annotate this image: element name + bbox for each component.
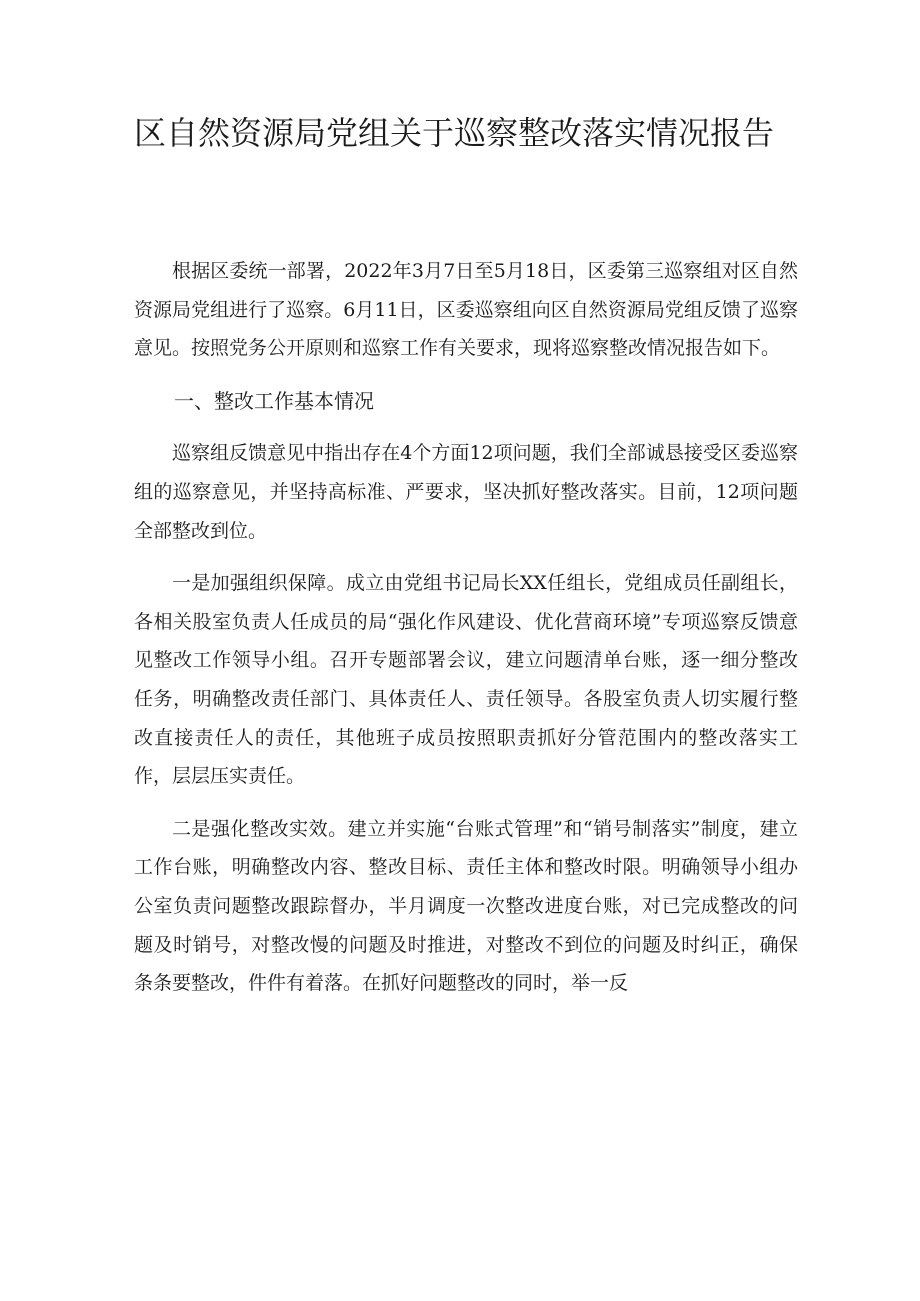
- point-two-paragraph: 二是强化整改实效。建立并实施“台账式管理”和“销号制落实”制度，建立工作台账，明确整改内容、整改目标、责任主体和整改时限。明确领导小组办公室负责问题整改跟踪督办，半月调度一次整改进度台账，对已完成整改的问题及时销号，对整改慢的问题及时推进，对整改不到位的问题及时纠正，确保条条要整改，件件有着落。在抓好问题整改的同时，举一反: [134, 817, 798, 995]
- document-body: [134, 252, 798, 1017]
- section-heading: 一、整改工作基本情况: [174, 388, 374, 413]
- summary-paragraph: 巡察组反馈意见中指出存在4个方面12项问题，我们全部诚恳接受区委巡察组的巡察意见，并坚持高标准、严要求，坚决抓好整改落实。目前，12项问题全部整改到位。: [134, 442, 798, 542]
- point-one-paragraph: 一是加强组织保障。成立由党组书记局长XX任组长，党组成员任副组长，各相关股室负责人任成员的局“强化作风建设、优化营商环境”专项巡察反馈意见整改工作领导小组。召开专题部署会议，建立问题清单台账，逐一细分整改任务，明确整改责任部门、具体责任人、责任领导。各股室负责人切实履行整改直接责任人的责任，其他班子成员按照职责抓好分管范围内的整改落实工作，层层压实责任。: [134, 572, 798, 788]
- intro-paragraph: 根据区委统一部署，2022年3月7日至5月18日，区委第三巡察组对区自然资源局党组进行了巡察。6月11日，区委巡察组向区自然资源局党组反馈了巡察意见。按照党务公开原则和巡察工作有关要求，现将巡察整改情况报告如下。: [134, 260, 798, 360]
- document-title: 区自然资源局党组关于巡察整改落实情况报告: [134, 114, 775, 152]
